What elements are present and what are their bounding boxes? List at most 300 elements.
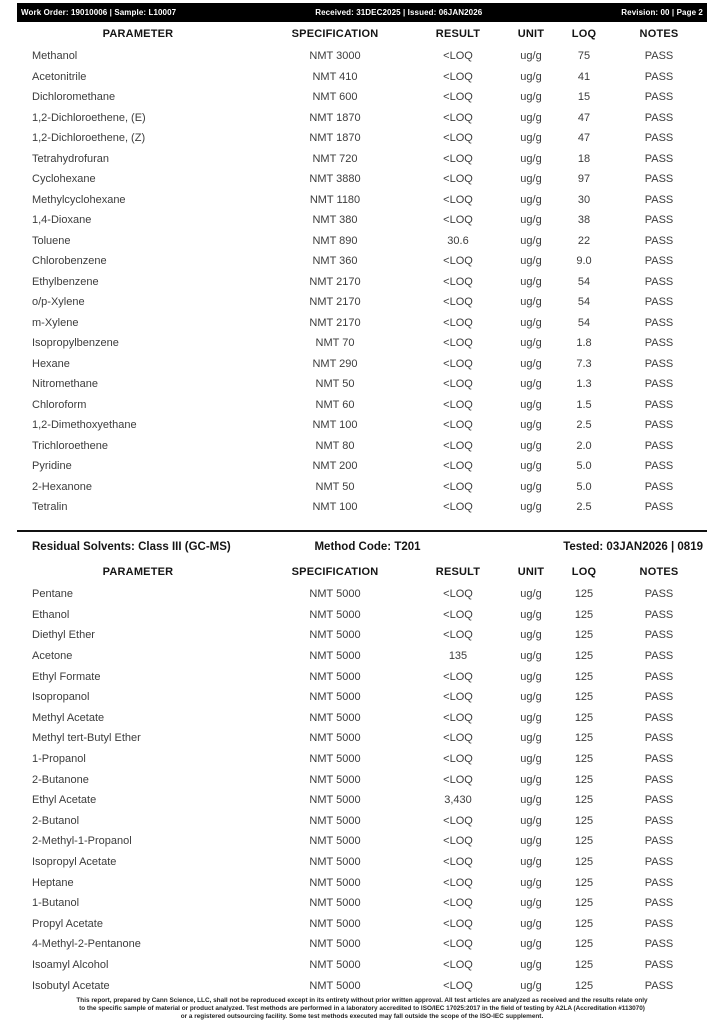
- loq-cell: 125: [574, 629, 594, 642]
- column-parameter: PARAMETER: [102, 28, 174, 40]
- specification-cell: NMT 5000: [309, 588, 361, 601]
- result-cell: <LOQ: [443, 214, 473, 227]
- loq-cell: 5.0: [576, 480, 592, 493]
- result-cell: <LOQ: [443, 50, 473, 63]
- notes-cell: PASS: [644, 357, 674, 370]
- loq-cell: 15: [577, 91, 591, 104]
- notes-cell: PASS: [644, 398, 674, 411]
- table-row: [17, 456, 707, 477]
- unit-cell: ug/g: [520, 173, 542, 186]
- unit-cell: ug/g: [520, 357, 542, 370]
- parameter-cell: Isopropylbenzene: [32, 337, 119, 350]
- table-row: [17, 790, 707, 811]
- table-row: [17, 231, 707, 252]
- parameter-cell: Ethanol: [32, 608, 70, 621]
- notes-cell: PASS: [644, 794, 674, 807]
- unit-cell: ug/g: [520, 50, 542, 63]
- notes-cell: PASS: [644, 773, 674, 786]
- unit-cell: ug/g: [520, 439, 542, 452]
- result-cell: 135: [448, 650, 468, 663]
- loq-cell: 125: [574, 773, 594, 786]
- column-specification: SPECIFICATION: [291, 28, 379, 40]
- table-row: [17, 605, 707, 626]
- table-row: [17, 872, 707, 893]
- unit-cell: ug/g: [520, 255, 542, 268]
- parameter-cell: o/p-Xylene: [32, 296, 85, 309]
- notes-cell: PASS: [644, 50, 674, 63]
- unit-cell: ug/g: [520, 711, 542, 724]
- notes-cell: PASS: [644, 173, 674, 186]
- column-notes: NOTES: [639, 28, 679, 40]
- loq-cell: 125: [574, 732, 594, 745]
- specification-cell: NMT 5000: [309, 650, 361, 663]
- loq-cell: 125: [574, 856, 594, 869]
- table-row: [17, 210, 707, 231]
- loq-cell: 125: [574, 691, 594, 704]
- table-row: [17, 292, 707, 313]
- unit-cell: ug/g: [520, 398, 542, 411]
- table-row: [17, 374, 707, 395]
- parameter-cell: Hexane: [32, 357, 70, 370]
- table-row: [17, 687, 707, 708]
- unit-cell: ug/g: [520, 958, 542, 971]
- result-cell: <LOQ: [443, 753, 473, 766]
- notes-cell: PASS: [644, 670, 674, 683]
- loq-cell: 2.5: [576, 501, 592, 514]
- specification-cell: NMT 5000: [309, 711, 361, 724]
- table-row: [17, 893, 707, 914]
- table-row: [17, 749, 707, 770]
- parameter-cell: Diethyl Ether: [32, 629, 95, 642]
- result-cell: <LOQ: [443, 398, 473, 411]
- loq-cell: 1.8: [576, 337, 592, 350]
- table-row: [17, 333, 707, 354]
- section2-header: [17, 534, 707, 560]
- result-cell: <LOQ: [443, 958, 473, 971]
- specification-cell: NMT 5000: [309, 608, 361, 621]
- parameter-cell: Isoamyl Alcohol: [32, 958, 109, 971]
- notes-cell: PASS: [644, 70, 674, 83]
- table1-column-header: [17, 22, 707, 46]
- loq-cell: 47: [577, 132, 591, 145]
- section2-method-code: Method Code: T201: [314, 541, 421, 553]
- footer-line: This report, prepared by Cann Science, LLC, shall not be reproduced except in its entirety without prior written approval. All test articles are analyzed as received and the results relate only: [76, 996, 648, 1004]
- parameter-cell: 1,4-Dioxane: [32, 214, 92, 227]
- result-cell: <LOQ: [443, 917, 473, 930]
- notes-cell: PASS: [644, 234, 674, 247]
- result-cell: <LOQ: [443, 419, 473, 432]
- result-cell: <LOQ: [443, 152, 473, 165]
- parameter-cell: Toluene: [32, 234, 71, 247]
- parameter-cell: 1,2-Dimethoxyethane: [32, 419, 137, 432]
- column-parameter: PARAMETER: [102, 566, 174, 578]
- specification-cell: NMT 5000: [309, 670, 361, 683]
- unit-cell: ug/g: [520, 917, 542, 930]
- loq-cell: 125: [574, 835, 594, 848]
- notes-cell: PASS: [644, 193, 674, 206]
- unit-cell: ug/g: [520, 814, 542, 827]
- unit-cell: ug/g: [520, 670, 542, 683]
- result-cell: <LOQ: [443, 460, 473, 473]
- table-row: [17, 666, 707, 687]
- column-unit: UNIT: [517, 28, 545, 40]
- unit-cell: ug/g: [520, 608, 542, 621]
- specification-cell: NMT 600: [312, 91, 358, 104]
- work-order-label: Work Order: 19010006 | Sample: L10007: [21, 8, 177, 17]
- parameter-cell: Isobutyl Acetate: [32, 979, 110, 992]
- notes-cell: PASS: [644, 814, 674, 827]
- notes-cell: PASS: [644, 152, 674, 165]
- result-cell: <LOQ: [443, 70, 473, 83]
- result-cell: <LOQ: [443, 773, 473, 786]
- notes-cell: PASS: [644, 419, 674, 432]
- parameter-cell: 2-Butanol: [32, 814, 80, 827]
- loq-cell: 125: [574, 958, 594, 971]
- table-row: [17, 497, 707, 518]
- loq-cell: 125: [574, 876, 594, 889]
- parameter-cell: Ethyl Acetate: [32, 794, 97, 807]
- notes-cell: PASS: [644, 629, 674, 642]
- result-cell: <LOQ: [443, 193, 473, 206]
- unit-cell: ug/g: [520, 773, 542, 786]
- parameter-cell: 4-Methyl-2-Pentanone: [32, 938, 141, 951]
- unit-cell: ug/g: [520, 732, 542, 745]
- unit-cell: ug/g: [520, 629, 542, 642]
- specification-cell: NMT 50: [315, 378, 355, 391]
- table-row: [17, 354, 707, 375]
- specification-cell: NMT 5000: [309, 732, 361, 745]
- parameter-cell: Dichloromethane: [32, 91, 116, 104]
- table-row: [17, 67, 707, 88]
- column-loq: LOQ: [571, 28, 597, 40]
- loq-cell: 38: [577, 214, 591, 227]
- loq-cell: 7.3: [576, 357, 592, 370]
- loq-cell: 97: [577, 173, 591, 186]
- loq-cell: 1.3: [576, 378, 592, 391]
- specification-cell: NMT 5000: [309, 938, 361, 951]
- unit-cell: ug/g: [520, 152, 542, 165]
- table-row: [17, 975, 707, 996]
- notes-cell: PASS: [644, 91, 674, 104]
- specification-cell: NMT 70: [315, 337, 355, 350]
- notes-cell: PASS: [644, 501, 674, 514]
- specification-cell: NMT 5000: [309, 856, 361, 869]
- specification-cell: NMT 80: [315, 439, 355, 452]
- specification-cell: NMT 5000: [309, 814, 361, 827]
- parameter-cell: 1,2-Dichloroethene, (Z): [32, 132, 146, 145]
- report-footer: [0, 997, 724, 1021]
- result-cell: <LOQ: [443, 132, 473, 145]
- table1-section: [17, 22, 707, 518]
- notes-cell: PASS: [644, 214, 674, 227]
- loq-cell: 54: [577, 316, 591, 329]
- result-cell: <LOQ: [443, 91, 473, 104]
- parameter-cell: Isopropanol: [32, 691, 90, 704]
- unit-cell: ug/g: [520, 378, 542, 391]
- unit-cell: ug/g: [520, 480, 542, 493]
- notes-cell: PASS: [644, 958, 674, 971]
- specification-cell: NMT 720: [312, 152, 358, 165]
- unit-cell: ug/g: [520, 856, 542, 869]
- notes-cell: PASS: [644, 132, 674, 145]
- section2-title: Residual Solvents: Class III (GC-MS): [32, 541, 231, 553]
- parameter-cell: Cyclohexane: [32, 173, 96, 186]
- specification-cell: NMT 100: [312, 501, 358, 514]
- result-cell: <LOQ: [443, 856, 473, 869]
- parameter-cell: Chloroform: [32, 398, 87, 411]
- parameter-cell: Methyl tert-Butyl Ether: [32, 732, 141, 745]
- unit-cell: ug/g: [520, 501, 542, 514]
- specification-cell: NMT 3000: [309, 50, 361, 63]
- notes-cell: PASS: [644, 856, 674, 869]
- table-row: [17, 477, 707, 498]
- loq-cell: 22: [577, 234, 591, 247]
- notes-cell: PASS: [644, 835, 674, 848]
- specification-cell: NMT 5000: [309, 979, 361, 992]
- unit-cell: ug/g: [520, 650, 542, 663]
- unit-cell: ug/g: [520, 835, 542, 848]
- notes-cell: PASS: [644, 460, 674, 473]
- notes-cell: PASS: [644, 275, 674, 288]
- notes-cell: PASS: [644, 316, 674, 329]
- specification-cell: NMT 410: [312, 70, 358, 83]
- result-cell: <LOQ: [443, 629, 473, 642]
- unit-cell: ug/g: [520, 337, 542, 350]
- loq-cell: 5.0: [576, 460, 592, 473]
- parameter-cell: Methanol: [32, 50, 78, 63]
- specification-cell: NMT 360: [312, 255, 358, 268]
- parameter-cell: Trichloroethene: [32, 439, 109, 452]
- unit-cell: ug/g: [520, 296, 542, 309]
- notes-cell: PASS: [644, 296, 674, 309]
- parameter-cell: Nitromethane: [32, 378, 99, 391]
- result-cell: <LOQ: [443, 897, 473, 910]
- unit-cell: ug/g: [520, 275, 542, 288]
- notes-cell: PASS: [644, 979, 674, 992]
- notes-cell: PASS: [644, 608, 674, 621]
- loq-cell: 125: [574, 917, 594, 930]
- loq-cell: 41: [577, 70, 591, 83]
- received-issued-label: Received: 31DEC2025 | Issued: 06JAN2026: [315, 8, 483, 17]
- table-row: [17, 831, 707, 852]
- notes-cell: PASS: [644, 255, 674, 268]
- specification-cell: NMT 3880: [309, 173, 361, 186]
- parameter-cell: Acetonitrile: [32, 70, 87, 83]
- parameter-cell: 1-Propanol: [32, 753, 86, 766]
- parameter-cell: Tetrahydrofuran: [32, 152, 110, 165]
- table-row: [17, 395, 707, 416]
- table-row: [17, 436, 707, 457]
- table-row: [17, 852, 707, 873]
- loq-cell: 125: [574, 588, 594, 601]
- result-cell: <LOQ: [443, 378, 473, 391]
- parameter-cell: Heptane: [32, 876, 74, 889]
- loq-cell: 9.0: [576, 255, 592, 268]
- result-cell: 3,430: [444, 794, 472, 807]
- specification-cell: NMT 380: [312, 214, 358, 227]
- table-row: [17, 87, 707, 108]
- parameter-cell: Ethyl Formate: [32, 670, 101, 683]
- result-cell: <LOQ: [443, 357, 473, 370]
- column-notes: NOTES: [639, 566, 679, 578]
- parameter-cell: 2-Hexanone: [32, 480, 92, 493]
- table-row: [17, 108, 707, 129]
- column-specification: SPECIFICATION: [291, 566, 379, 578]
- specification-cell: NMT 5000: [309, 691, 361, 704]
- unit-cell: ug/g: [520, 794, 542, 807]
- section-divider-rule: [17, 530, 707, 533]
- specification-cell: NMT 5000: [309, 876, 361, 889]
- notes-cell: PASS: [644, 753, 674, 766]
- unit-cell: ug/g: [520, 234, 542, 247]
- specification-cell: NMT 200: [312, 460, 358, 473]
- loq-cell: 125: [574, 794, 594, 807]
- unit-cell: ug/g: [520, 460, 542, 473]
- result-cell: <LOQ: [443, 835, 473, 848]
- table-row: [17, 914, 707, 935]
- table-row: [17, 251, 707, 272]
- loq-cell: 125: [574, 608, 594, 621]
- unit-cell: ug/g: [520, 91, 542, 104]
- loq-cell: 54: [577, 275, 591, 288]
- unit-cell: ug/g: [520, 691, 542, 704]
- parameter-cell: m-Xylene: [32, 316, 79, 329]
- notes-cell: PASS: [644, 897, 674, 910]
- parameter-cell: Methylcyclohexane: [32, 193, 126, 206]
- notes-cell: PASS: [644, 711, 674, 724]
- notes-cell: PASS: [644, 588, 674, 601]
- notes-cell: PASS: [644, 480, 674, 493]
- result-cell: <LOQ: [443, 501, 473, 514]
- notes-cell: PASS: [644, 876, 674, 889]
- loq-cell: 2.5: [576, 419, 592, 432]
- table-row: [17, 149, 707, 170]
- result-cell: <LOQ: [443, 480, 473, 493]
- parameter-cell: Isopropyl Acetate: [32, 856, 117, 869]
- table-row: [17, 708, 707, 729]
- specification-cell: NMT 1180: [309, 193, 361, 206]
- result-cell: <LOQ: [443, 337, 473, 350]
- loq-cell: 2.0: [576, 439, 592, 452]
- parameter-cell: Propyl Acetate: [32, 917, 103, 930]
- table2-column-header: [17, 560, 707, 584]
- loq-cell: 30: [577, 193, 591, 206]
- parameter-cell: Pentane: [32, 588, 73, 601]
- unit-cell: ug/g: [520, 132, 542, 145]
- table-row: [17, 934, 707, 955]
- footer-line: to the specific sample of material or product analyzed. Test methods are performed in a laboratory accredited to ISO/IEC 17025:2017 in the field of testing by A2LA (Accreditation #113070): [79, 1004, 645, 1012]
- specification-cell: NMT 2170: [309, 316, 361, 329]
- result-cell: <LOQ: [443, 255, 473, 268]
- section2-tested-date: Tested: 03JAN2026 | 0819: [563, 541, 703, 553]
- result-cell: <LOQ: [443, 979, 473, 992]
- notes-cell: PASS: [644, 732, 674, 745]
- table1-rows: [17, 46, 707, 518]
- specification-cell: NMT 100: [312, 419, 358, 432]
- unit-cell: ug/g: [520, 111, 542, 124]
- specification-cell: NMT 5000: [309, 773, 361, 786]
- unit-cell: ug/g: [520, 316, 542, 329]
- parameter-cell: Acetone: [32, 650, 73, 663]
- revision-page-label: Revision: 00 | Page 2: [621, 8, 703, 17]
- loq-cell: 125: [574, 670, 594, 683]
- result-cell: <LOQ: [443, 711, 473, 724]
- loq-cell: 125: [574, 711, 594, 724]
- parameter-cell: 2-Butanone: [32, 773, 89, 786]
- column-loq: LOQ: [571, 566, 597, 578]
- parameter-cell: 2-Methyl-1-Propanol: [32, 835, 132, 848]
- unit-cell: ug/g: [520, 753, 542, 766]
- loq-cell: 125: [574, 938, 594, 951]
- loq-cell: 125: [574, 650, 594, 663]
- specification-cell: NMT 50: [315, 480, 355, 493]
- parameter-cell: Pyridine: [32, 460, 72, 473]
- unit-cell: ug/g: [520, 876, 542, 889]
- notes-cell: PASS: [644, 439, 674, 452]
- loq-cell: 18: [577, 152, 591, 165]
- unit-cell: ug/g: [520, 419, 542, 432]
- notes-cell: PASS: [644, 337, 674, 350]
- notes-cell: PASS: [644, 938, 674, 951]
- parameter-cell: Ethylbenzene: [32, 275, 99, 288]
- table-row: [17, 313, 707, 334]
- parameter-cell: Chlorobenzene: [32, 255, 107, 268]
- specification-cell: NMT 5000: [309, 897, 361, 910]
- loq-cell: 125: [574, 897, 594, 910]
- table2-rows: [17, 584, 707, 996]
- unit-cell: ug/g: [520, 70, 542, 83]
- result-cell: <LOQ: [443, 876, 473, 889]
- unit-cell: ug/g: [520, 938, 542, 951]
- table-row: [17, 955, 707, 976]
- result-cell: <LOQ: [443, 938, 473, 951]
- table-row: [17, 625, 707, 646]
- specification-cell: NMT 1870: [309, 111, 361, 124]
- loq-cell: 125: [574, 753, 594, 766]
- table-row: [17, 769, 707, 790]
- table-row: [17, 169, 707, 190]
- table-row: [17, 728, 707, 749]
- result-cell: <LOQ: [443, 111, 473, 124]
- table-row: [17, 46, 707, 67]
- specification-cell: NMT 5000: [309, 794, 361, 807]
- table-row: [17, 190, 707, 211]
- unit-cell: ug/g: [520, 897, 542, 910]
- parameter-cell: Methyl Acetate: [32, 711, 105, 724]
- specification-cell: NMT 5000: [309, 629, 361, 642]
- column-result: RESULT: [435, 28, 481, 40]
- column-unit: UNIT: [517, 566, 545, 578]
- result-cell: <LOQ: [443, 670, 473, 683]
- result-cell: <LOQ: [443, 275, 473, 288]
- unit-cell: ug/g: [520, 214, 542, 227]
- loq-cell: 47: [577, 111, 591, 124]
- result-cell: <LOQ: [443, 588, 473, 601]
- result-cell: <LOQ: [443, 608, 473, 621]
- result-cell: <LOQ: [443, 316, 473, 329]
- specification-cell: NMT 2170: [309, 296, 361, 309]
- specification-cell: NMT 60: [315, 398, 355, 411]
- result-cell: 30.6: [447, 234, 469, 247]
- result-cell: <LOQ: [443, 439, 473, 452]
- specification-cell: NMT 5000: [309, 753, 361, 766]
- unit-cell: ug/g: [520, 979, 542, 992]
- result-cell: <LOQ: [443, 296, 473, 309]
- loq-cell: 54: [577, 296, 591, 309]
- specification-cell: NMT 890: [312, 234, 358, 247]
- loq-cell: 75: [577, 50, 591, 63]
- specification-cell: NMT 290: [312, 357, 358, 370]
